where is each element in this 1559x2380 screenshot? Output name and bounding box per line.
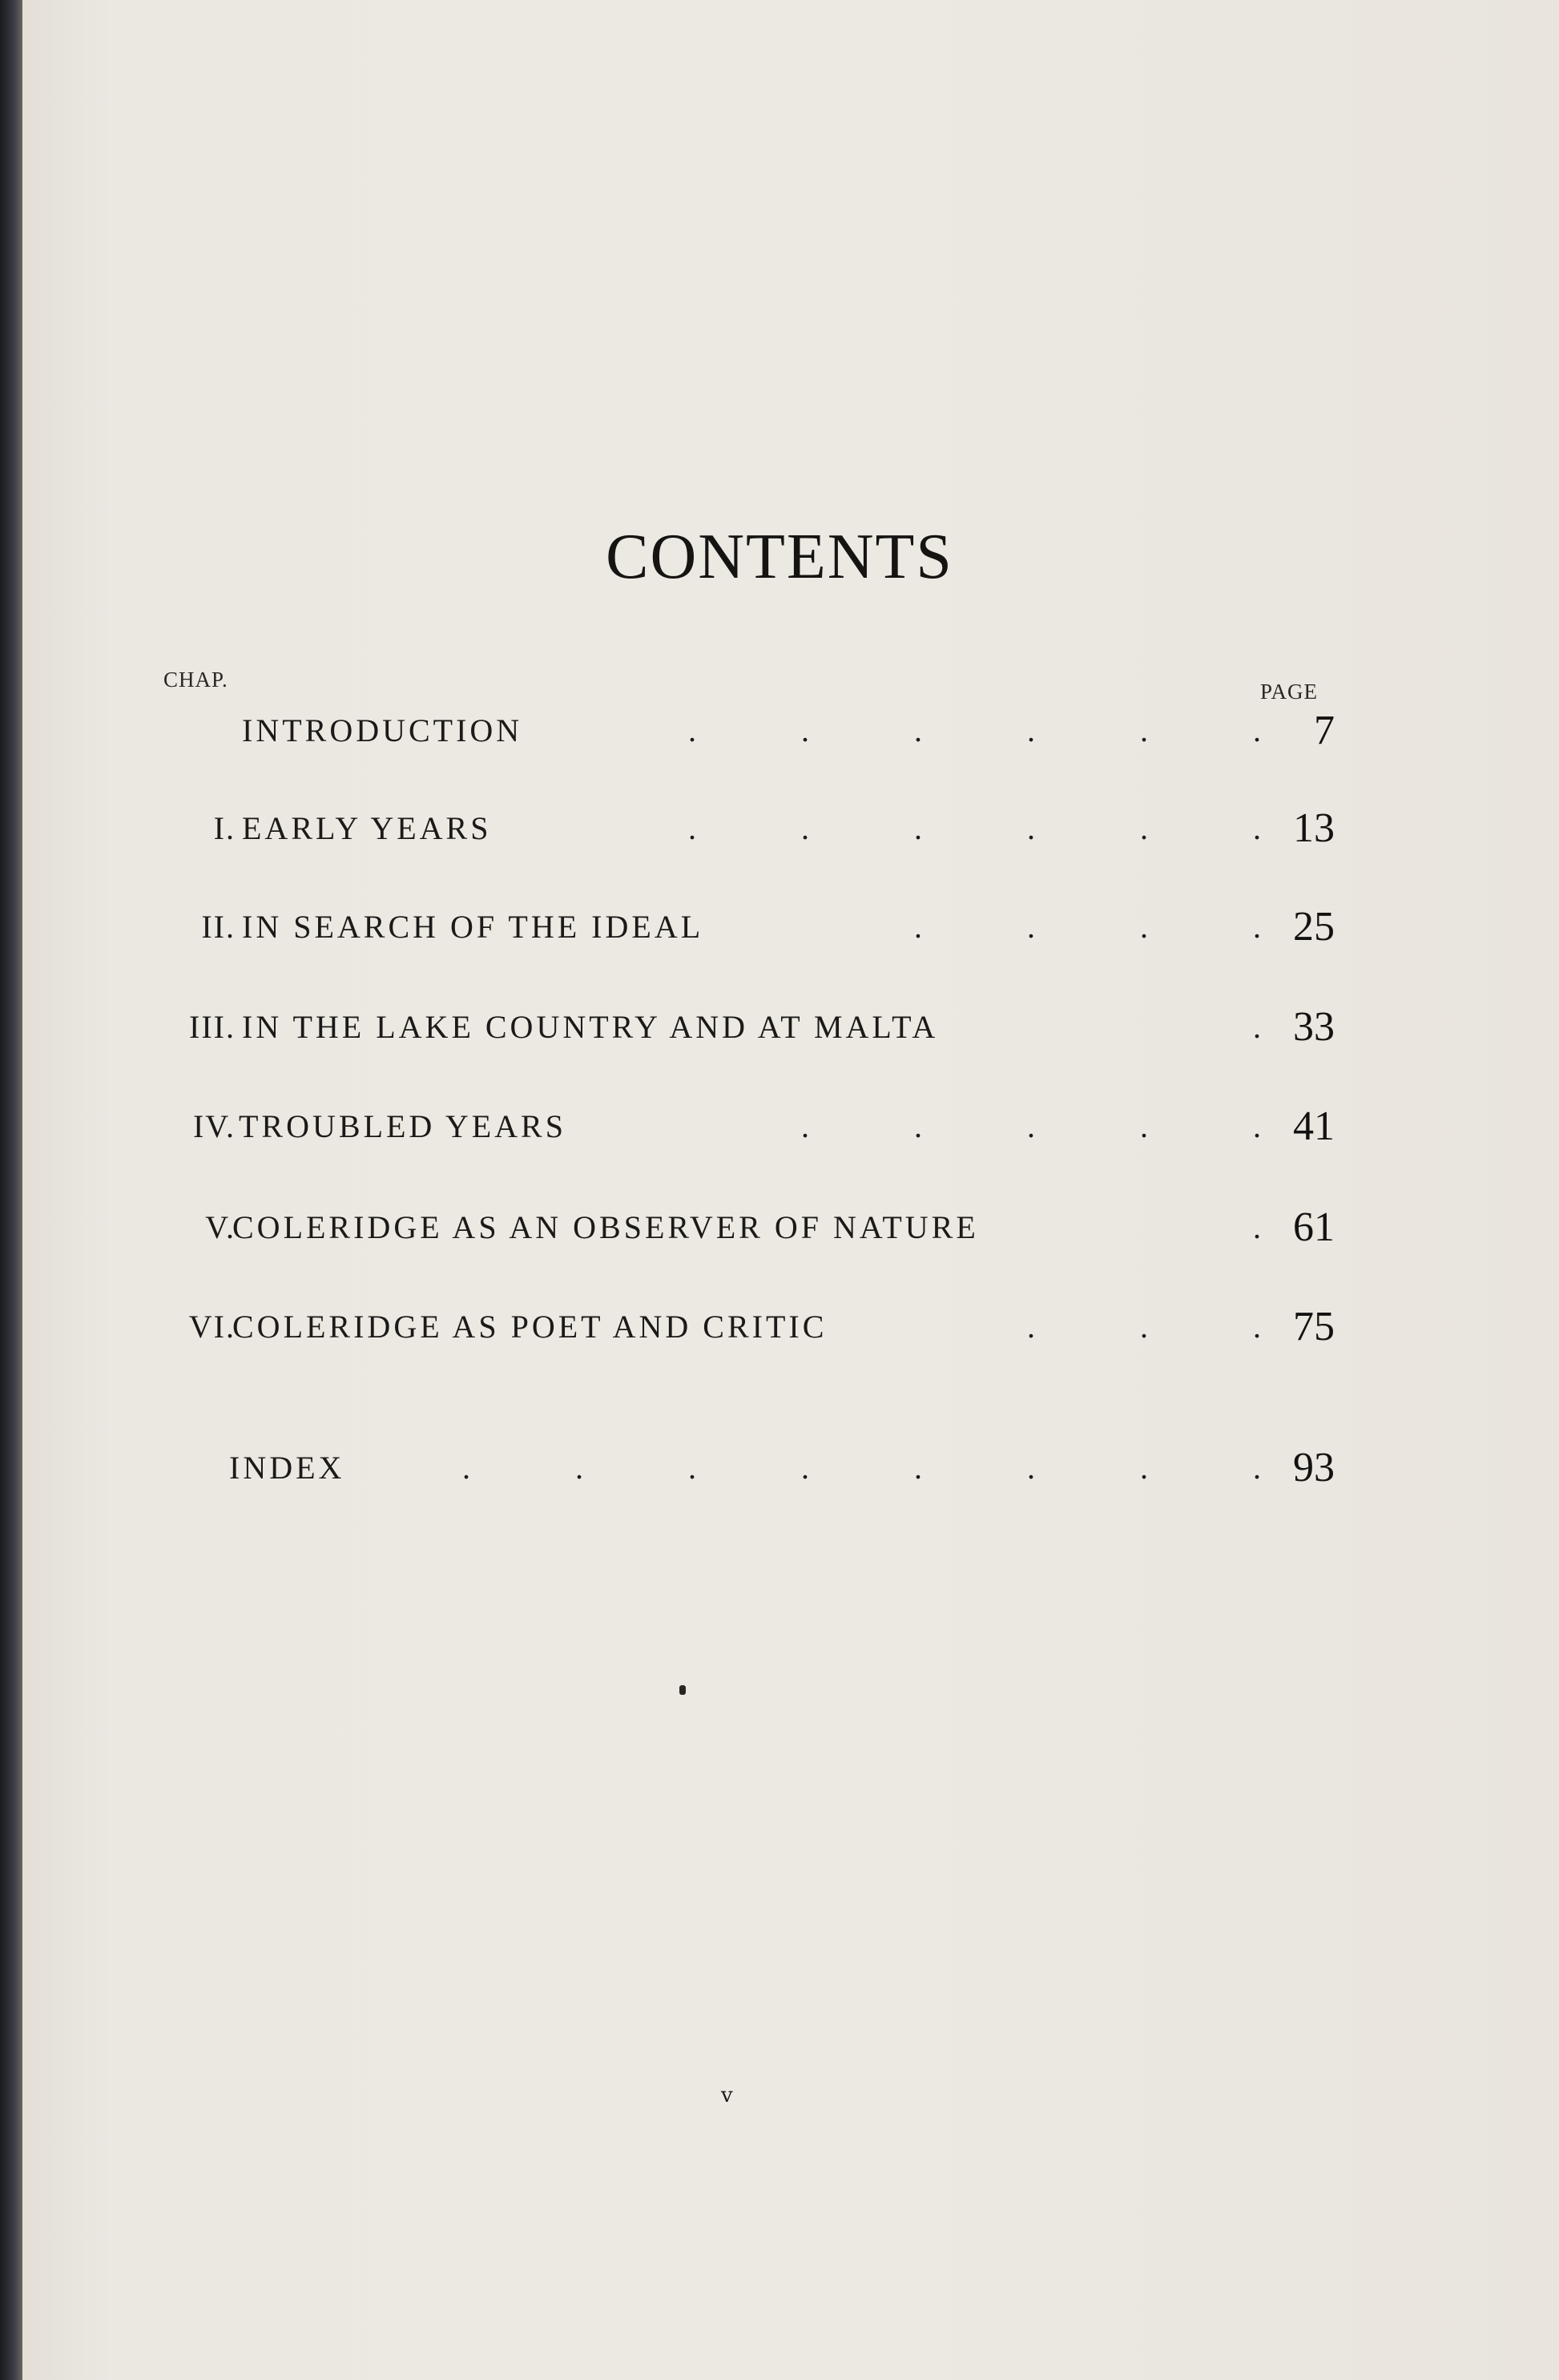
chapter-title: IN THE LAKE COUNTRY AND AT MALTA: [242, 1009, 939, 1045]
toc-entry-chapter-1: [22, 805, 1559, 865]
chapter-title: IN SEARCH OF THE IDEAL: [242, 909, 704, 945]
dot-leader: . . . . . .: [688, 712, 1261, 748]
chapter-title: COLERIDGE AS POET AND CRITIC: [232, 1309, 828, 1345]
page-title: CONTENTS: [606, 522, 953, 592]
dot-leader: .: [1253, 1209, 1261, 1245]
page-number: 93: [1293, 1445, 1335, 1491]
chapter-number: IV.: [192, 1108, 236, 1144]
page-column-heading: PAGE: [1260, 680, 1319, 704]
chapter-title: EARLY YEARS: [242, 810, 492, 846]
page-number: 61: [1293, 1204, 1335, 1250]
chapter-number: I.: [213, 810, 236, 846]
book-spine-edge: [0, 0, 22, 2380]
page-number: 13: [1293, 805, 1335, 851]
toc-entry-chapter-6: [22, 1304, 1559, 1364]
dot-leader: . . . . .: [801, 1108, 1261, 1144]
signature-mark: v: [721, 2084, 733, 2108]
toc-entry-chapter-3: [22, 1004, 1559, 1064]
page-number: 25: [1293, 904, 1335, 950]
page-number: 75: [1293, 1304, 1335, 1349]
page-number: 7: [1314, 708, 1335, 753]
dot-leader: .: [1253, 1009, 1261, 1045]
chapter-number: III.: [189, 1009, 236, 1045]
book-page: [22, 0, 1559, 2380]
chapter-title: INTRODUCTION: [242, 712, 523, 748]
toc-entry-index: [22, 1445, 1559, 1505]
chapter-number: II.: [201, 909, 236, 945]
dot-leader: . . . . . . . .: [462, 1450, 1261, 1486]
dot-leader: . . . . . .: [688, 810, 1261, 846]
chapter-number: VI.: [188, 1309, 236, 1345]
dot-leader: . . .: [1027, 1309, 1261, 1345]
chapter-title: TROUBLED YEARS: [239, 1108, 566, 1144]
chapter-title: COLERIDGE AS AN OBSERVER OF NATURE: [232, 1209, 979, 1245]
toc-entry-chapter-2: [22, 904, 1559, 964]
page-number: 41: [1293, 1103, 1335, 1149]
toc-entry-chapter-4: [22, 1103, 1559, 1164]
chapter-number: V.: [205, 1209, 236, 1245]
page-number: 33: [1293, 1004, 1335, 1050]
toc-entry-chapter-5: [22, 1204, 1559, 1265]
chapter-column-heading: CHAP.: [163, 668, 228, 692]
toc-entry-introduction: [22, 708, 1559, 768]
dot-leader: . . . .: [914, 909, 1261, 945]
chapter-title: INDEX: [229, 1450, 345, 1486]
ink-speck: [679, 1685, 686, 1695]
